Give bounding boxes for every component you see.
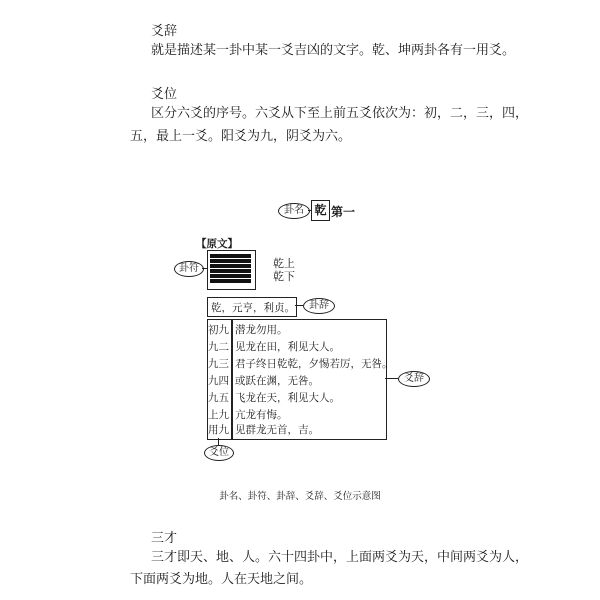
gua-char-box: 乾 xyxy=(311,200,330,221)
yao-text: 见龙在田，利见大人。 xyxy=(235,341,340,353)
trigram-lower: 乾下 xyxy=(273,270,295,283)
yao-text: 君子终日乾乾，夕惕若厉，无咎。 xyxy=(235,358,393,370)
yao-position: 九五 xyxy=(208,392,229,404)
yao-row xyxy=(208,420,388,441)
yao-position: 上九 xyxy=(208,409,229,421)
connector-line xyxy=(218,438,219,445)
yuanwen-label: 【原文】 xyxy=(196,238,238,250)
yao-ci-oval: 爻辞 xyxy=(398,371,430,387)
paragraph-yaoci-line-1: 就是描述某一卦中某一爻吉凶的文字。乾、坤两卦各有一用爻。 xyxy=(151,43,516,58)
gua-ci-text: 乾，元亨，利贞。 xyxy=(211,302,295,314)
yao-position: 初九 xyxy=(208,324,229,336)
figure-caption: 卦名、卦符、卦辞、爻辞、爻位示意图 xyxy=(219,491,381,502)
gua-order: 第一 xyxy=(331,205,356,219)
heading-yaowei: 爻位 xyxy=(151,87,178,102)
paragraph-yaowei-line-1: 区分六爻的序号。六爻从下至上前五爻依次为：初，二，三，四， xyxy=(151,106,529,121)
gua-ci-oval: 卦辞 xyxy=(303,298,335,314)
connector-line xyxy=(295,305,303,306)
yao-text: 或跃在渊，无咎。 xyxy=(235,375,319,387)
yao-position: 用九 xyxy=(208,424,229,436)
yao-text: 亢龙有悔。 xyxy=(235,409,288,421)
paragraph-sancai-line-1: 三才即天、地、人。六十四卦中，上面两爻为天，中间两爻为人， xyxy=(151,550,529,565)
paragraph-sancai-line-2: 下面两爻为地。人在天地之间。 xyxy=(130,572,313,587)
yao-wei-oval: 爻位 xyxy=(204,445,234,461)
connector-line xyxy=(385,378,398,379)
yao-position: 九四 xyxy=(208,375,229,387)
yao-text: 见群龙无首，吉。 xyxy=(235,424,319,436)
gua-fu-oval: 卦符 xyxy=(174,261,204,277)
yao-text: 潜龙勿用。 xyxy=(235,324,288,336)
yao-text: 飞龙在天，利见大人。 xyxy=(235,392,340,404)
gua-ming-oval: 卦名 xyxy=(278,203,310,219)
paragraph-yaowei-line-2: 五，最上一爻。阳爻为九，阴爻为六。 xyxy=(130,129,352,144)
yao-position: 九二 xyxy=(208,341,229,353)
heading-sancai: 三才 xyxy=(151,531,178,546)
trigram-upper: 乾上 xyxy=(273,257,295,270)
heading-yaoci: 爻辞 xyxy=(151,24,178,39)
yao-position: 九三 xyxy=(208,358,229,370)
